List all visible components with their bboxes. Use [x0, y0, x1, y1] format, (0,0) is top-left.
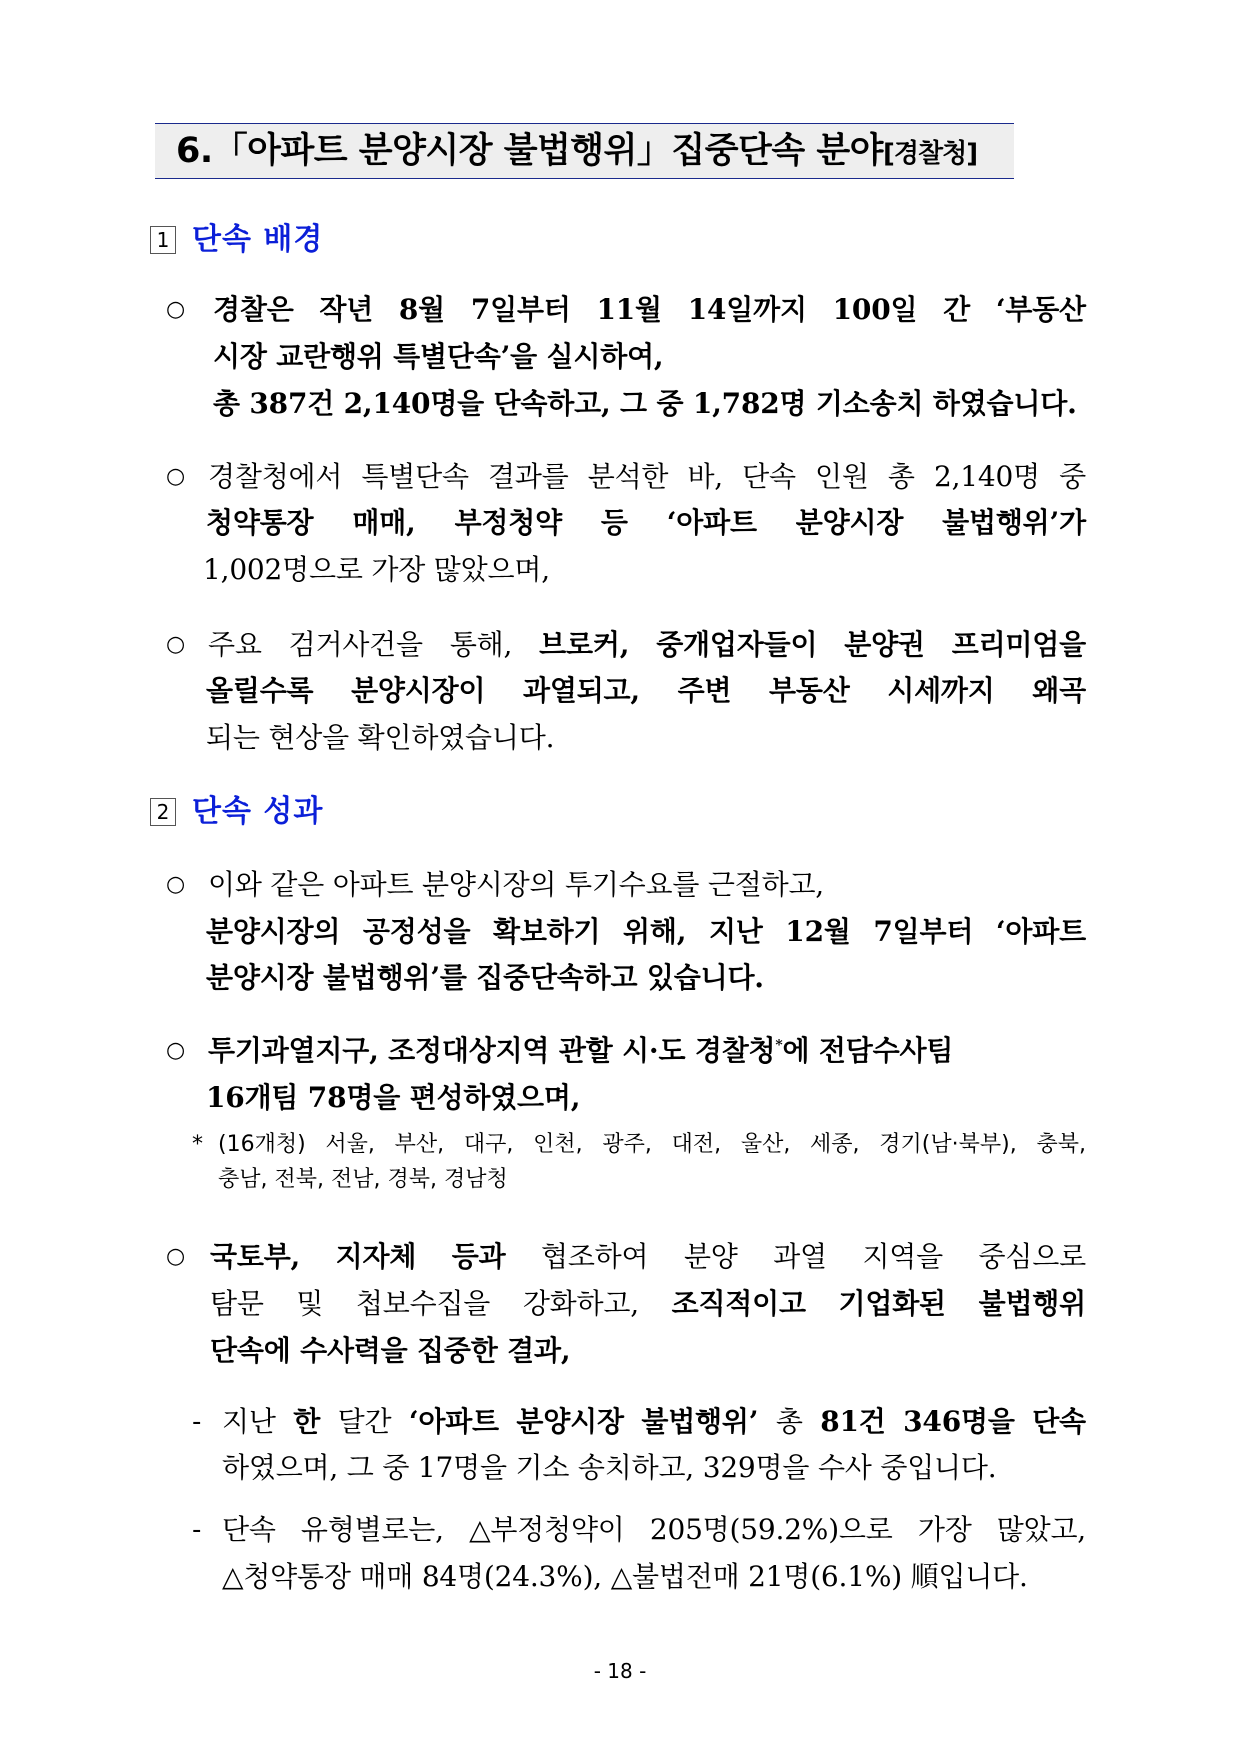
word: 지난: [222, 1405, 276, 1438]
word: 많았고,: [996, 1513, 1086, 1546]
text: 에 전담수사팀: [782, 1034, 954, 1067]
title-main: 6.「아파트 분양시장 불법행위」집중단속 분야: [176, 131, 883, 171]
word: 불법행위’가: [942, 506, 1086, 539]
footnote-line1: [218, 1128, 1086, 1162]
word: 지자체: [335, 1240, 417, 1273]
word: 인천,: [533, 1132, 583, 1157]
bullet-marker: ○: [166, 464, 186, 489]
s2-b2-line1: [208, 1031, 953, 1071]
word: 12월: [785, 915, 851, 948]
word: 광주,: [602, 1132, 652, 1157]
footnote-line2: 충남, 전북, 전남, 경북, 경남청: [218, 1167, 508, 1192]
word: 유형별로는,: [300, 1513, 444, 1546]
word: 분양시장이: [351, 674, 486, 707]
word: 서울,: [325, 1132, 375, 1157]
s2-b1-line3: 분양시장 불법행위’를 집중단속하고 있습니다.: [206, 961, 764, 994]
word: 인원: [815, 460, 869, 493]
word: 총: [887, 460, 915, 493]
word: 대전,: [671, 1132, 722, 1157]
word: 한: [293, 1405, 321, 1438]
bullet-marker: ○: [166, 1244, 186, 1269]
s2-b3-line3: 단속에 수사력을 집중한 결과,: [210, 1334, 571, 1367]
word: 100일: [832, 293, 918, 326]
word: 346명을: [903, 1405, 1015, 1438]
word: ‘아파트: [995, 915, 1086, 948]
s2-b3-line2: [210, 1284, 1086, 1324]
word: 청약통장: [206, 506, 314, 539]
word: 울산,: [740, 1132, 791, 1157]
word: 부동산: [769, 674, 850, 707]
word: 11월: [596, 293, 662, 326]
s2-d1-line1: [222, 1402, 1086, 1442]
section-2-heading: [150, 792, 323, 832]
bullet-marker: ○: [166, 632, 186, 657]
word: 결과를: [488, 460, 569, 493]
word: 과열되고,: [523, 674, 640, 707]
s1-b2-line1: [208, 457, 1086, 497]
word: 81건: [820, 1405, 886, 1438]
title-suffix: [경찰청]: [882, 139, 978, 169]
word: 부산,: [394, 1132, 445, 1157]
section-title: 단속 배경: [192, 222, 324, 257]
footnote-mark: *: [192, 1132, 203, 1157]
word: 간: [943, 293, 970, 326]
page-title: [176, 127, 977, 178]
word: △부정청약이: [469, 1513, 625, 1546]
word: 불법행위: [978, 1287, 1086, 1320]
word: 강화하고,: [522, 1287, 639, 1320]
dash-marker: -: [192, 1407, 202, 1437]
word: 대구,: [463, 1132, 514, 1157]
word: 브로커,: [539, 628, 630, 661]
s1-b2-line2: [206, 503, 1086, 543]
word: 분양시장의: [206, 915, 341, 948]
word: 과열: [773, 1240, 827, 1273]
word: 국토부,: [210, 1240, 301, 1273]
s1-b1-line2: 시장 교란행위 특별단속’을 실시하여,: [213, 340, 664, 373]
word: 확보하기: [492, 915, 601, 948]
word: 중: [1059, 460, 1086, 493]
s1-b3-line1: [208, 625, 1086, 665]
word: 및: [296, 1287, 324, 1320]
word: ‘아파트: [666, 506, 757, 539]
word: 중심으로: [978, 1240, 1086, 1273]
word: 첩보수집을: [355, 1287, 491, 1320]
word: 위해,: [623, 915, 687, 948]
word: 분양시장: [516, 1405, 624, 1438]
word: ‘부동산: [995, 293, 1086, 326]
word: 탐문: [210, 1287, 264, 1320]
word: 매매,: [352, 506, 416, 539]
word: ‘아파트: [408, 1405, 499, 1438]
word: 기업화된: [838, 1287, 946, 1320]
word: 시세까지: [887, 674, 995, 707]
word: 바,: [687, 460, 723, 493]
word: 205명(59.2%)으로: [649, 1513, 893, 1546]
word: 왜곡: [1032, 674, 1086, 707]
word: 경찰은: [213, 293, 294, 326]
s1-b3-line3: 되는 현상을 확인하였습니다.: [206, 721, 555, 754]
word: 등: [600, 506, 628, 539]
word: 불법행위’: [641, 1405, 759, 1438]
s2-b1-line1: 이와 같은 아파트 분양시장의 투기수요를 근절하고,: [208, 868, 825, 901]
word: 주요: [208, 628, 262, 661]
word: 14일까지: [687, 293, 807, 326]
s1-b3-line2: [206, 671, 1086, 711]
word: 올릴수록: [206, 674, 314, 707]
word: 지역을: [862, 1240, 943, 1273]
word: 분양권: [844, 628, 925, 661]
word: 가장: [917, 1513, 972, 1546]
s2-d2-line1: [222, 1510, 1086, 1550]
word: (16개청): [218, 1132, 306, 1157]
word: 8월: [398, 293, 446, 326]
text: 투기과열지구, 조정대상지역 관할 시·도 경찰청: [208, 1034, 776, 1067]
word: 등과: [451, 1240, 506, 1273]
footnote-marker: *: [775, 1037, 783, 1054]
word: 프리미엄을: [951, 628, 1086, 661]
word: 협조하여: [540, 1240, 649, 1273]
word: 중개업자들이: [656, 628, 818, 661]
word: 달간: [337, 1405, 392, 1438]
word: 단속: [1032, 1405, 1086, 1438]
bullet-marker: ○: [166, 872, 186, 897]
s2-b1-line2: [206, 912, 1086, 952]
s1-b1-line1: [213, 290, 1086, 330]
word: 경찰청에서: [208, 460, 343, 493]
page-number: - 18 -: [593, 1659, 647, 1683]
section-title: 단속 성과: [192, 794, 324, 829]
section-number: 2: [150, 798, 176, 826]
section-number: 1: [150, 226, 176, 254]
word: 7일부터: [873, 915, 974, 948]
bullet-marker: ○: [166, 297, 186, 322]
bullet-marker: ○: [166, 1038, 186, 1063]
dash-marker: -: [192, 1515, 202, 1545]
word: 단속: [222, 1513, 276, 1546]
word: 단속: [742, 460, 796, 493]
word: 검거사건을: [288, 628, 423, 661]
s2-d2-line2: △청약통장 매매 84명(24.3%), △불법전매 21명(6.1%) 順입니다.: [222, 1560, 1028, 1593]
word: 분양시장: [795, 506, 904, 539]
s1-b1-line3: 총 387건 2,140명을 단속하고, 그 중 1,782명 기소송치 하였습니다.: [213, 387, 1077, 420]
word: 분석한: [587, 460, 669, 493]
word: 경기(남·북부),: [879, 1132, 1017, 1157]
s2-d1-line2: 하였으며, 그 중 17명을 기소 송치하고, 329명을 수사 중입니다.: [222, 1451, 997, 1484]
word: 지난: [708, 915, 763, 948]
section-1-heading: [150, 220, 323, 260]
word: 부정청약: [454, 506, 562, 539]
word: 충북,: [1036, 1132, 1086, 1157]
word: 통해,: [449, 628, 513, 661]
word: 7일부터: [470, 293, 571, 326]
word: 주변: [677, 674, 732, 707]
s1-b2-line3: 1,002명으로 가장 많았으며,: [203, 553, 550, 586]
word: 조직적이고: [671, 1287, 806, 1320]
word: 공정성을: [362, 915, 471, 948]
s2-b2-line2: 16개팀 78명을 편성하였으며,: [206, 1081, 581, 1114]
word: 세종,: [810, 1132, 860, 1157]
word: 2,140명: [933, 460, 1040, 493]
word: 특별단속: [361, 460, 469, 493]
word: 총: [775, 1405, 803, 1438]
s2-b3-line1: [210, 1237, 1086, 1277]
word: 분양: [683, 1240, 738, 1273]
word: 작년: [319, 293, 374, 326]
